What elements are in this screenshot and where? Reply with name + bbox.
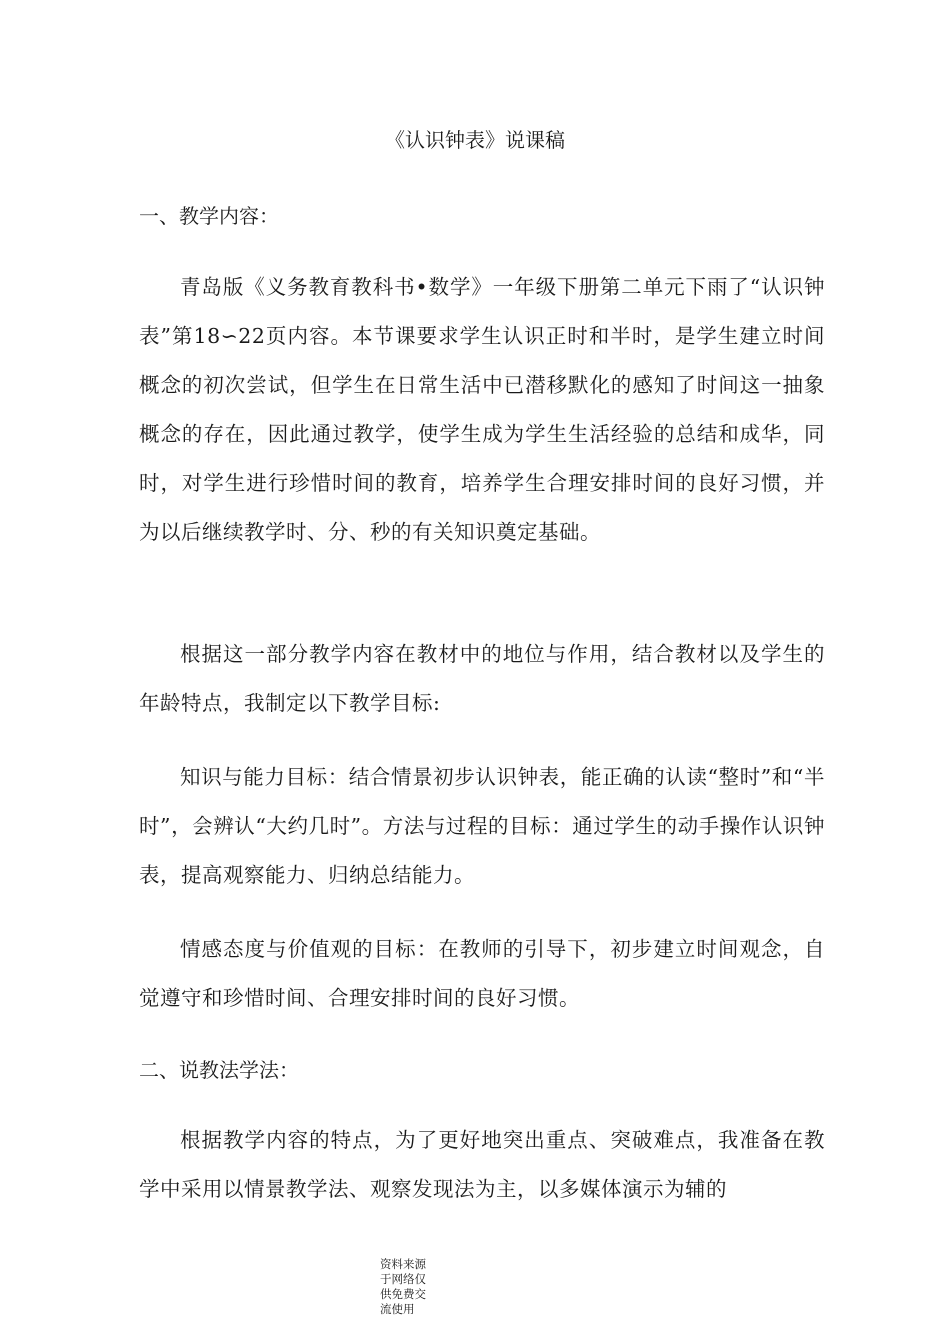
document-title: 《认识钟表》说课稿	[385, 128, 565, 152]
paragraph-emotion-attitude-goals: 情感态度与价值观的目标：在教师的引导下，初步建立时间观念，自觉遵守和珍惜时间、合理安排时间的良好习惯。	[139, 937, 825, 1010]
paragraph-teaching-methods: 根据教学内容的特点，为了更好地突出重点、突破难点，我准备在教学中采用以情景教学法、观察发现法为主，以多媒体演示为辅的	[139, 1128, 825, 1201]
paragraph-teaching-goals-intro: 根据这一部分教学内容在教材中的地位与作用，结合教材以及学生的年龄特点，我制定以下教学目标:	[139, 642, 825, 715]
paragraph-content-description: 青岛版《义务教育教科书•数学》一年级下册第二单元下雨了“认识钟表”第18∽22页内容。本节课要求学生认识正时和半时，是学生建立时间概念的初次尝试，但学生在日常生活中已潜移默化的感知了时间这一抽象概念的存在，因此通过教学，使学生成为学生生活经验的总结和成华，同时，对学生进行珍惜时间的教育，培养学生合理安排时间的良好习惯，并为以后继续教学时、分、秒的有关知识奠定基础。	[139, 275, 825, 544]
footer-source-note: 资料来源于网络仅供免费交流使用	[380, 1257, 426, 1316]
section-heading-teaching-methods: 二、说教法学法：	[139, 1058, 299, 1082]
paragraph-knowledge-ability-goals: 知识与能力目标：结合情景初步认识钟表，能正确的认读“整时”和“半时”，会辨认“大约几时”。方法与过程的目标：通过学生的动手操作认识钟表，提高观察能力、归纳总结能力。	[139, 765, 825, 887]
section-heading-teaching-content: 一、教学内容：	[139, 204, 279, 228]
